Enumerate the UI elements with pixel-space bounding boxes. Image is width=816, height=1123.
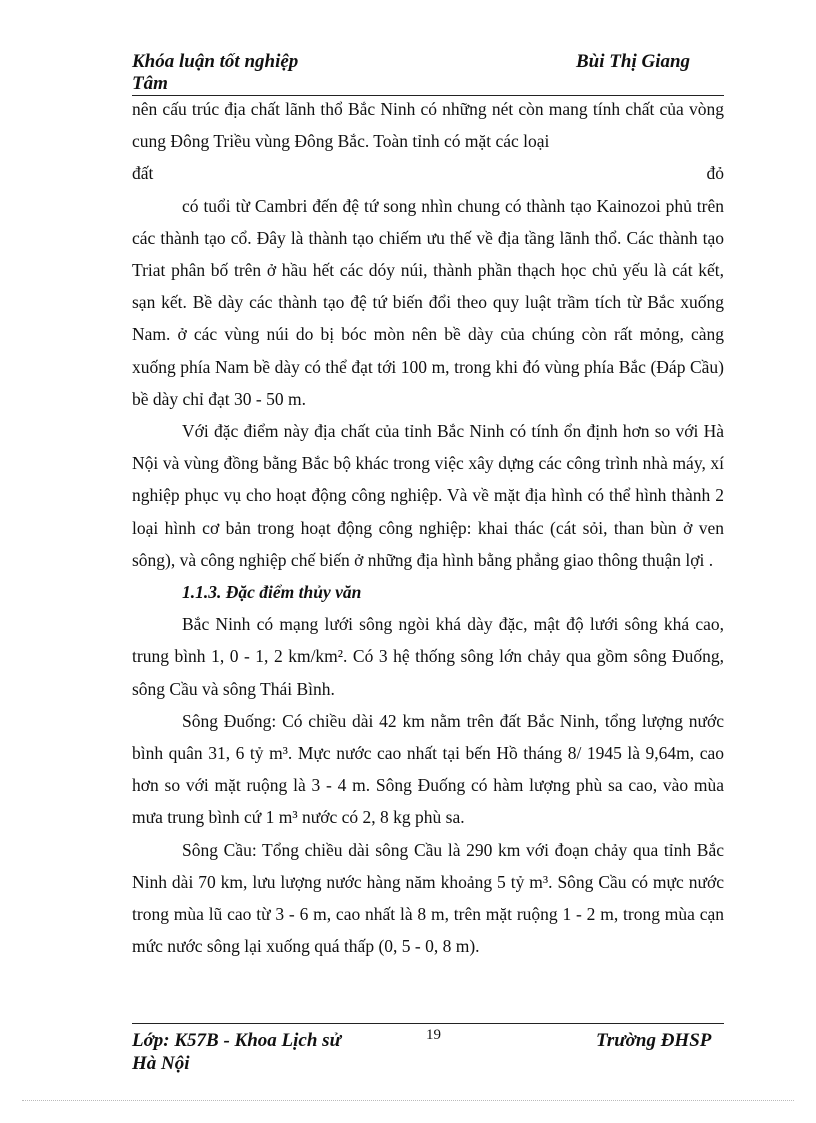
- page-number: 19: [426, 1027, 441, 1043]
- line-word-left: đất: [132, 163, 154, 184]
- paragraph: có tuổi từ Cambri đến đệ tứ song nhìn chung có thành tạo Kainozoi phủ trên các thành tạo cổ. Đây là thành tạo chiếm ưu thế về địa tầng lãnh thổ. Các thành tạo Triat phân bố trên ở hầu hết các dóy núi, thành phần thạch học chủ yếu là cát kết, sạn kết. Bề dày các thành tạo đệ tứ biến đổi theo quy luật trầm tích từ Bắc xuống Nam. ở các vùng núi do bị bóc mòn nên bề dày của chúng còn rất mỏng, càng xuống phía Nam bề dày có thể đạt tới 100 m, trong khi đó vùng phía Bắc (Đáp Cầu) bề dày chỉ đạt 30 - 50 m.: [132, 195, 724, 409]
- thesis-title: Khóa luận tốt nghiệp: [132, 51, 299, 72]
- justified-line: [132, 157, 724, 189]
- thesis-title-cont: Tâm: [132, 73, 168, 94]
- paragraph: nên cấu trúc địa chất lãnh thổ Bắc Ninh có những nét còn mang tính chất của vòng cung Đông Triều vùng Đông Bắc. Toàn tỉnh có mặt các loại: [132, 99, 724, 152]
- page-edge-dotted: [22, 1100, 794, 1101]
- paragraph: Với đặc điểm này địa chất của tỉnh Bắc Ninh có tính ổn định hơn so với Hà Nội và vùng đồng bằng Bắc bộ khác trong việc xây dựng các công trình nhà máy, xí nghiệp phục vụ cho hoạt động công nghiệp. Và về mặt địa hình có thể hình thành 2 loại hình cơ bản trong hoạt động công nghiệp: khai thác (cát sỏi, than bùn ở ven sông), và công nghiệp chế biến ở những địa hình bằng phẳng giao thông thuận lợi .: [132, 421, 724, 570]
- paragraph: Sông Cầu: Tổng chiều dài sông Cầu là 290 km với đoạn chảy qua tỉnh Bắc Ninh dài 70 km, lưu lượng nước hàng năm khoảng 5 tỷ m³. Sông Cầu có mực nước trong mùa lũ cao từ 3 - 6 m, cao nhất là 8 m, trên mặt ruộng 1 - 2 m, trong mùa cạn mức nước sông lại xuống quá thấp (0, 5 - 0, 8 m).: [132, 839, 724, 957]
- paragraph: Sông Đuống: Có chiều dài 42 km nằm trên đất Bắc Ninh, tổng lượng nước bình quân 31, 6 tỷ m³. Mực nước cao nhất tại bến Hồ tháng 8/ 1945 là 9,64m, cao hơn so với mặt ruộng là 3 - 4 m. Sông Đuống có hàm lượng phù sa cao, vào mùa mưa trung bình cứ 1 m³ nước có 2, 8 kg phù sa.: [132, 710, 724, 828]
- section-heading: 1.1.3. Đặc điểm thủy văn: [182, 582, 362, 603]
- line-word-right: đỏ: [706, 163, 724, 184]
- paragraph: Bắc Ninh có mạng lưới sông ngòi khá dày đặc, mật độ lưới sông khá cao, trung bình 1, 0 - 1, 2 km/km². Có 3 hệ thống sông lớn chảy qua gồm sông Đuống, sông Cầu và sông Thái Bình.: [132, 614, 724, 699]
- class-info-cont: Hà Nội: [132, 1053, 190, 1074]
- page-body: [132, 93, 724, 962]
- author-name: Bùi Thị Giang: [576, 51, 691, 72]
- footer-rule: [132, 1023, 724, 1024]
- school-name: Trường ĐHSP: [596, 1030, 712, 1051]
- class-info: Lớp: K57B - Khoa Lịch sử: [132, 1030, 341, 1051]
